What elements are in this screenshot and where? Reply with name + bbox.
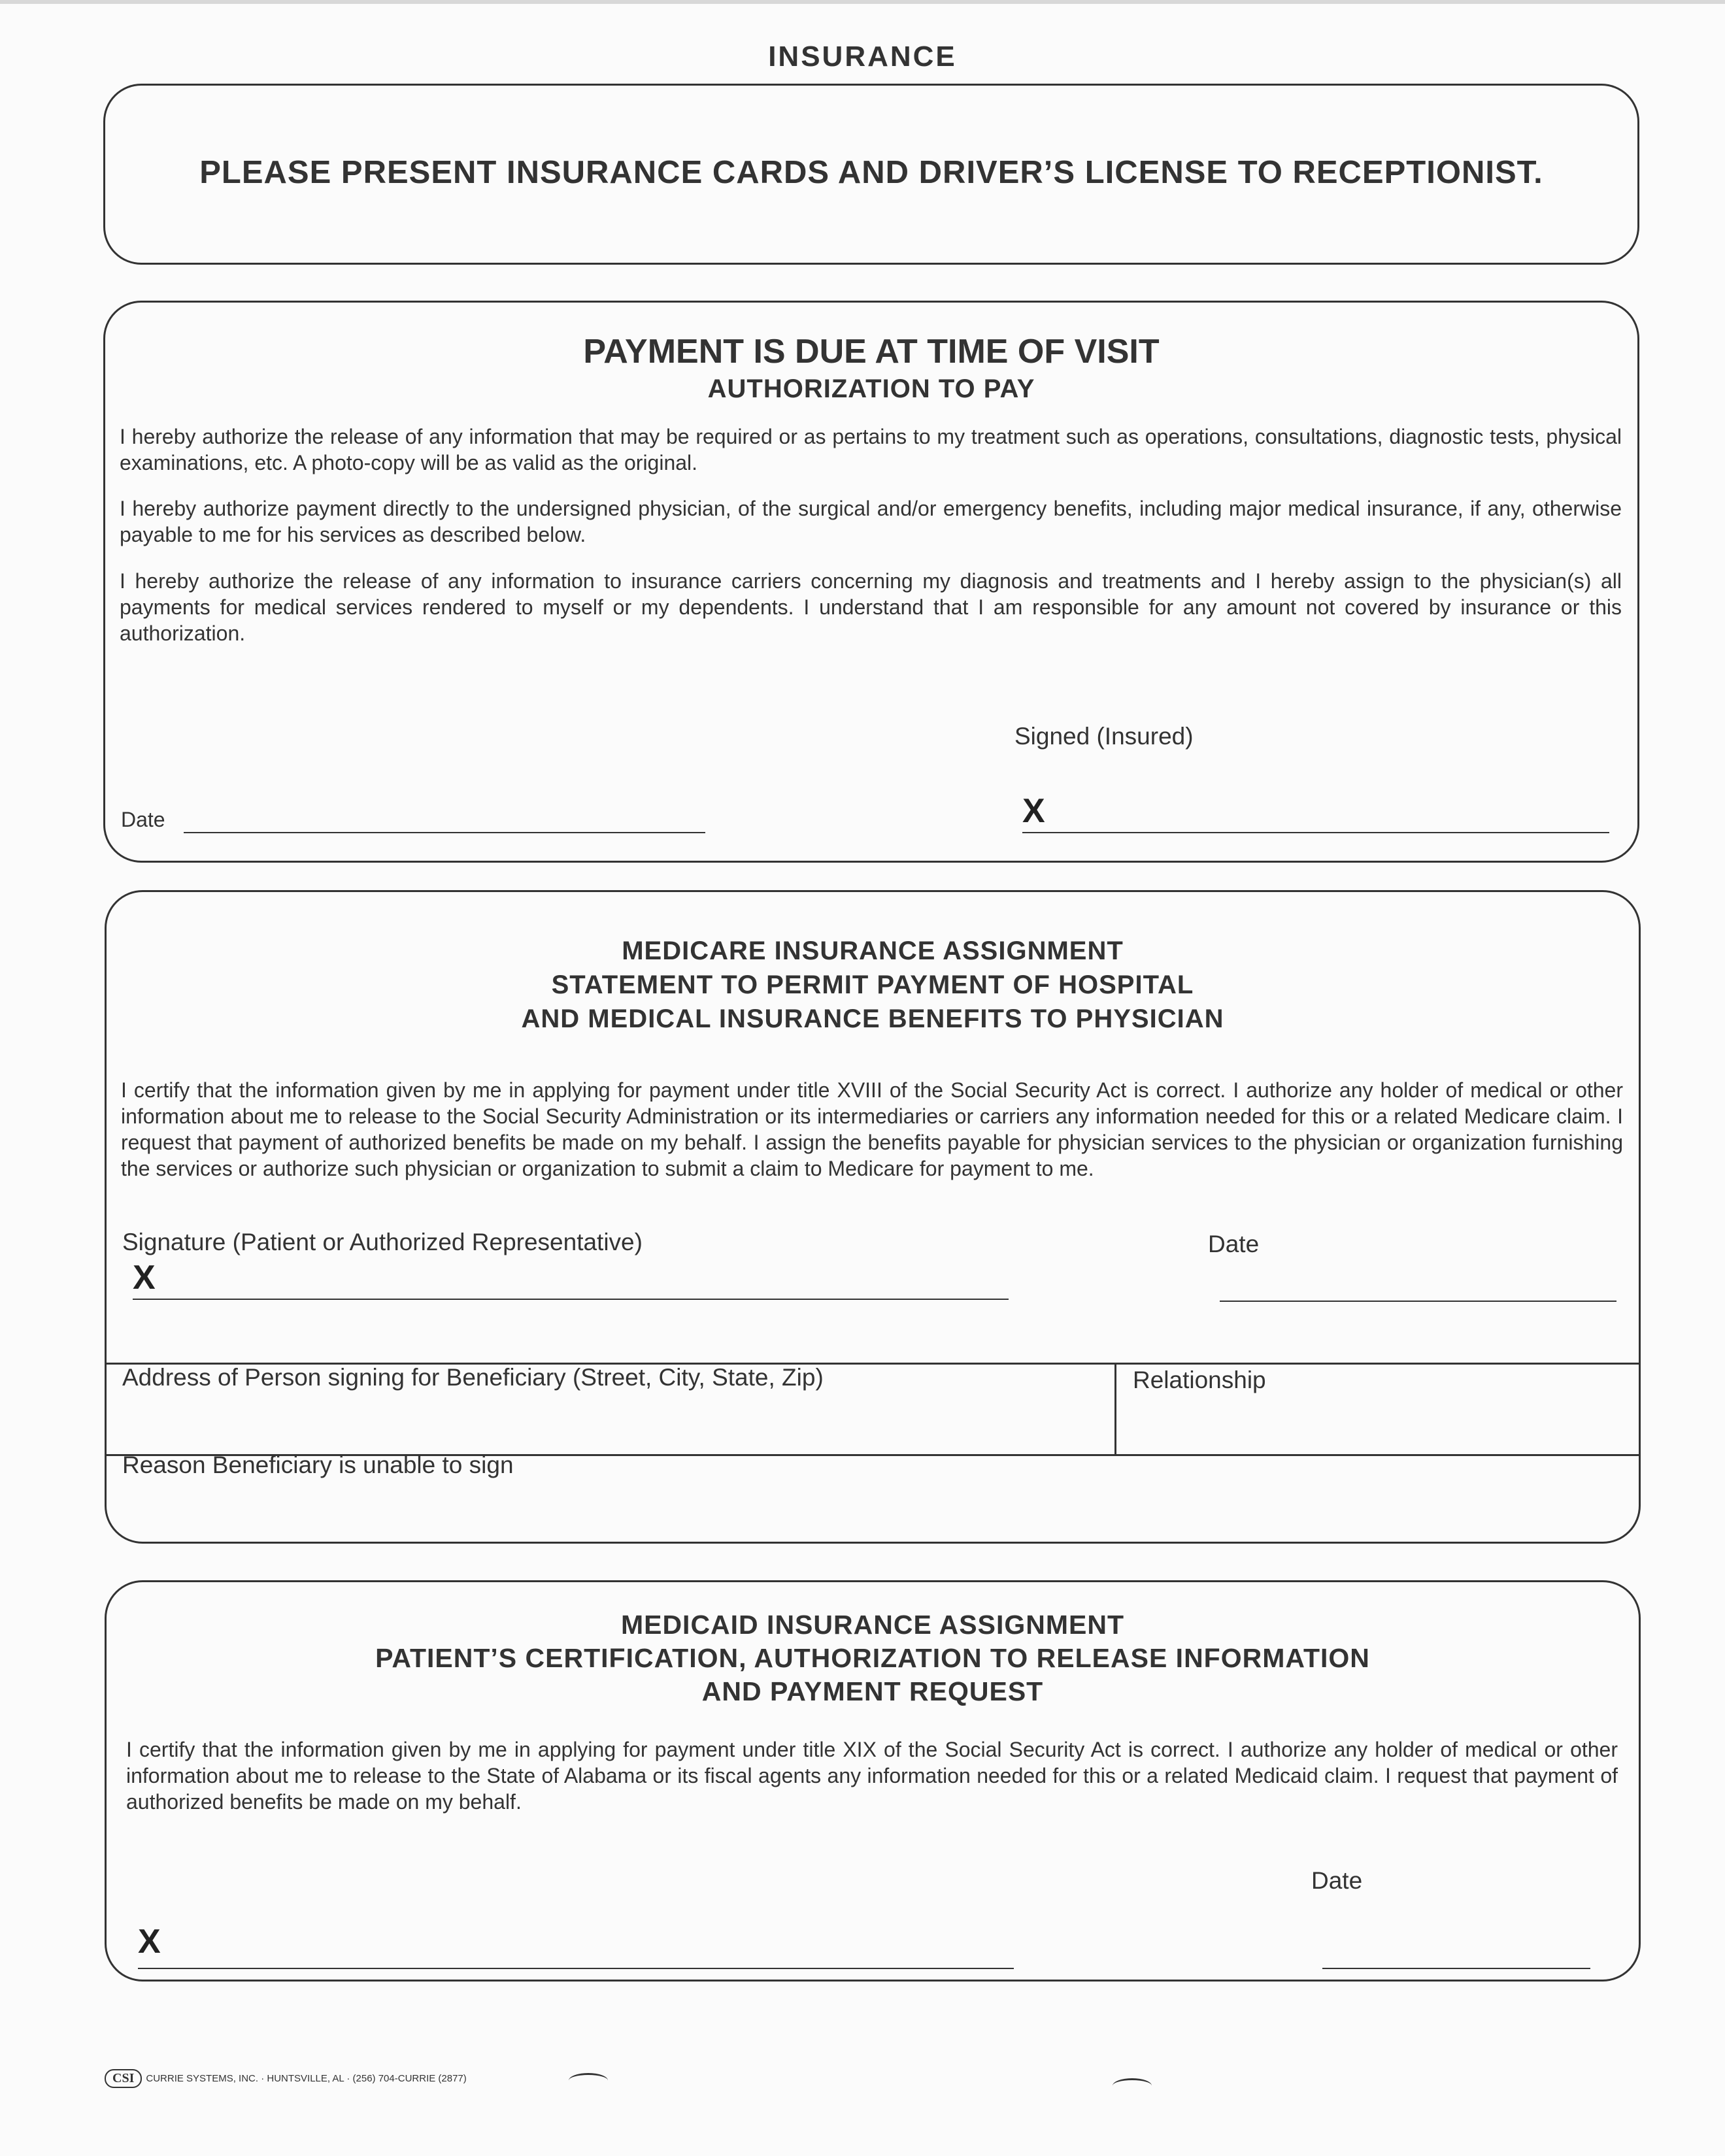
- notice-box: [103, 84, 1639, 265]
- medicaid-heading-line-1: MEDICAID INSURANCE ASSIGNMENT: [620, 1610, 1125, 1640]
- perforation-mark-right: [1113, 2078, 1152, 2093]
- medicare-date-field[interactable]: [1220, 1301, 1616, 1302]
- page-top-edge: [0, 0, 1725, 4]
- signed-insured-label: Signed (Insured): [1014, 723, 1194, 750]
- medicare-signature-field[interactable]: [133, 1299, 1009, 1300]
- page-title: INSURANCE: [768, 41, 957, 73]
- reason-label[interactable]: Reason Beneficiary is unable to sign: [122, 1451, 514, 1478]
- medicaid-signature-field[interactable]: [138, 1968, 1014, 1969]
- address-relationship-divider: [1114, 1363, 1116, 1454]
- medicaid-date-field[interactable]: [1322, 1968, 1590, 1969]
- medicaid-signature-x-mark: X: [138, 1923, 161, 1961]
- medicare-date-label: Date: [1208, 1231, 1260, 1257]
- medicare-paragraph: I certify that the information given by me in applying for payment under title XVIII of the Social Security Act is correct. I authorize any holder of medical or other information about me to release to the Social Security Administration or its intermediaries or carriers any information needed for this or a related Medicare claim. I request that payment of authorized benefits be made on my behalf. I assign the benefits payable for physician services to the physician or organization furnishing the services or authorize such physician or organization to submit a claim to Medicare for payment to me.: [121, 1078, 1623, 1180]
- authorization-paragraph-1: I hereby authorize the release of any information that may be required or as pertains to my treatment such as operations, consultations, diagnostic tests, physical examinations, etc. A photo-copy will be as valid as the original.: [120, 425, 1622, 474]
- footer: [105, 2069, 467, 2088]
- date-field[interactable]: [184, 832, 705, 833]
- authorization-paragraph-2: I hereby authorize payment directly to the undersigned physician, of the surgical and/or emergency benefits, including major medical insurance, if any, otherwise payable to me for his services as described below.: [120, 497, 1622, 546]
- footer-text: CURRIE SYSTEMS, INC. · HUNTSVILLE, AL · (256) 704-CURRIE (2877): [146, 2073, 467, 2084]
- medicare-signature-label: Signature (Patient or Authorized Representative): [122, 1229, 643, 1255]
- authorization-subheading: AUTHORIZATION TO PAY: [707, 374, 1035, 403]
- signature-x-mark: X: [1022, 792, 1045, 830]
- medicare-heading-line-3: AND MEDICAL INSURANCE BENEFITS TO PHYSICIAN: [521, 1004, 1224, 1033]
- notice-text: PLEASE PRESENT INSURANCE CARDS AND DRIVER’S LICENSE TO RECEPTIONIST.: [199, 155, 1543, 190]
- medicaid-heading-line-3: AND PAYMENT REQUEST: [701, 1676, 1044, 1706]
- medicaid-assignment-box: [105, 1580, 1641, 1982]
- payment-heading: PAYMENT IS DUE AT TIME OF VISIT: [583, 333, 1160, 371]
- relationship-label[interactable]: Relationship: [1133, 1367, 1266, 1393]
- insured-signature-field[interactable]: [1022, 832, 1609, 833]
- medicaid-date-label: Date: [1311, 1867, 1363, 1894]
- perforation-mark-left: [569, 2073, 608, 2088]
- payment-authorization-box: [103, 301, 1639, 863]
- medicaid-paragraph: I certify that the information given by me in applying for payment under title XIX of the Social Security Act is correct. I authorize any holder of medical or other information about me to release to the State of Alabama or its fiscal agents any information needed for this or a related Medicaid claim. I request that payment of authorized benefits be made on my behalf.: [126, 1738, 1618, 1814]
- csi-logo: CSI: [105, 2069, 142, 2088]
- date-label: Date: [121, 808, 165, 831]
- address-label[interactable]: Address of Person signing for Beneficiary (Street, City, State, Zip): [122, 1364, 824, 1391]
- medicare-heading-line-2: STATEMENT TO PERMIT PAYMENT OF HOSPITAL: [551, 970, 1194, 999]
- authorization-paragraph-3: I hereby authorize the release of any information to insurance carriers concerning my diagnosis and treatments and I hereby assign to the physician(s) all payments for medical services rendered to myself or my dependents. I understand that I am responsible for any amount not covered by insurance or this authorization.: [120, 569, 1622, 645]
- medicare-heading-line-1: MEDICARE INSURANCE ASSIGNMENT: [622, 937, 1124, 965]
- medicare-signature-x-mark: X: [133, 1259, 156, 1297]
- medicare-assignment-box: [105, 890, 1641, 1544]
- medicaid-heading-line-2: PATIENT’S CERTIFICATION, AUTHORIZATION TO RELEASE INFORMATION: [375, 1643, 1370, 1673]
